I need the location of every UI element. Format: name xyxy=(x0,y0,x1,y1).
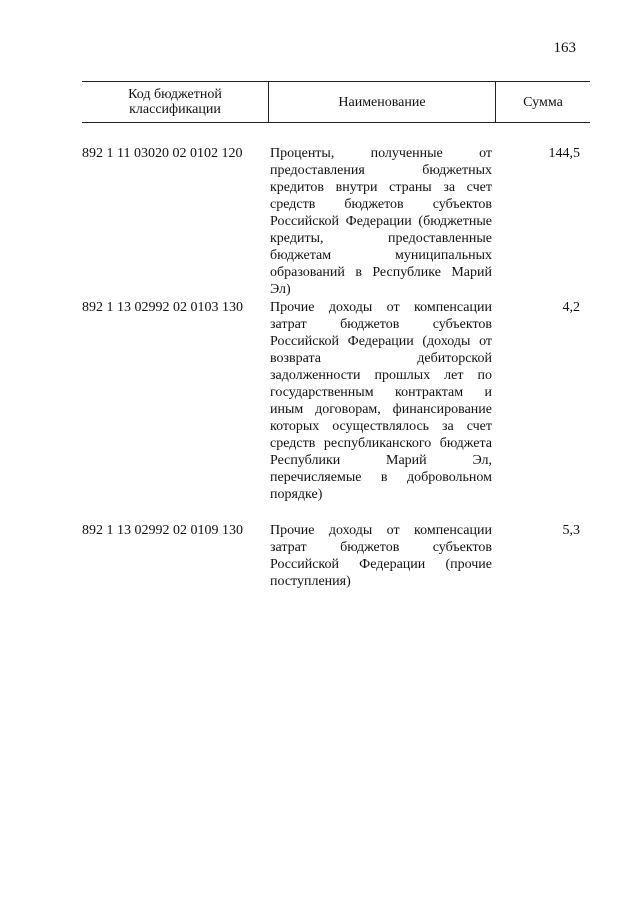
row-sum: 4,2 xyxy=(562,300,580,315)
row-code: 892 1 11 03020 02 0102 120 xyxy=(82,146,243,161)
row-name: Прочие доходы от компенсации затрат бюджетов субъектов Российской Федерации (доходы от возврата дебиторской задолженности прошлых лет по государственным контрактам и иным договорам, финансирование которых осуществлялось за счет средств республиканского бюджета Республики Марий Эл, перечисляемые в добровольном порядке) xyxy=(270,300,492,502)
header-code-column: Код бюджетной классификации xyxy=(82,82,269,122)
page-number: 163 xyxy=(553,40,576,56)
header-name-column: Наименование xyxy=(269,82,496,122)
table-header xyxy=(82,81,590,123)
header-sum-column: Сумма xyxy=(523,94,563,110)
row-name: Прочие доходы от компенсации затрат бюджетов субъектов Российской Федерации (прочие поступления) xyxy=(270,523,492,589)
row-name: Проценты, полученные от предоставления бюджетных кредитов внутри страны за счет средств бюджетов субъектов Российской Федерации (бюджетные кредиты, предоставленные бюджетам муниципальных образований в Республике Марий Эл) xyxy=(270,146,492,297)
row-code: 892 1 13 02992 02 0109 130 xyxy=(82,523,243,538)
row-code: 892 1 13 02992 02 0103 130 xyxy=(82,300,243,315)
row-sum: 144,5 xyxy=(548,146,580,161)
row-sum: 5,3 xyxy=(562,523,580,538)
